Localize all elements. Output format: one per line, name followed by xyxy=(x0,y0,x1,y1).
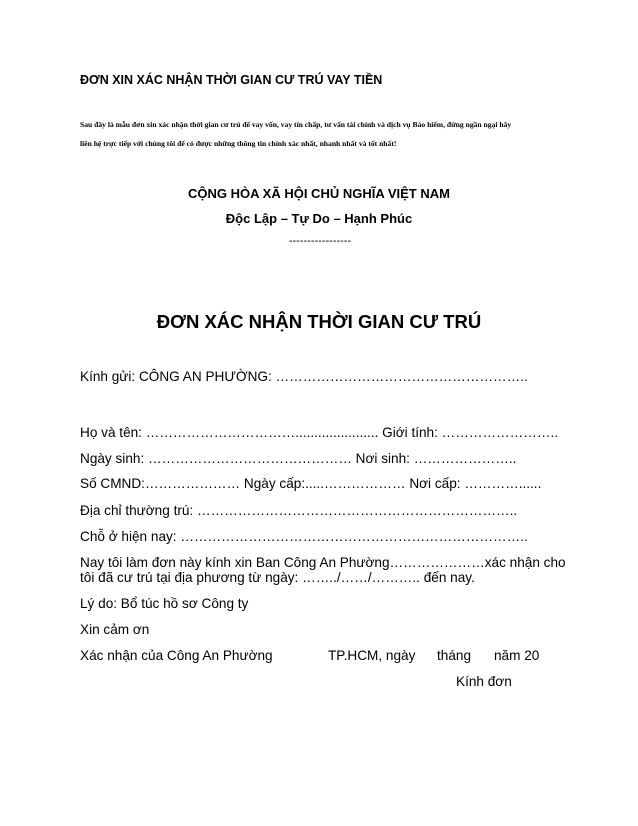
document-title: ĐƠN XIN XÁC NHẬN THỜI GIAN CƯ TRÚ VAY TIỀN xyxy=(80,73,383,87)
full-name-line: Họ và tên: ……………………………...................... Giới tính: …………………….. xyxy=(80,425,558,440)
request-line-2: tôi đã cư trú tại địa phương từ ngày: ……../……/……….. đến nay. xyxy=(80,570,475,585)
year-label: năm 20 xyxy=(494,648,540,663)
national-name: CỘNG HÒA XÃ HỘI CHỦ NGHĨA VIỆT NAM xyxy=(188,186,450,201)
intro-text-line-1: Sau đây là mẫu đơn xin xác nhận thời gian cư trú để vay vốn, vay tín chấp, tư vấn tài chính và dịch vụ Bảo hiểm, đừng ngần ngại hãy xyxy=(80,120,512,129)
applicant-signature-label: Kính đơn xyxy=(456,674,512,689)
form-title: ĐƠN XÁC NHẬN THỜI GIAN CƯ TRÚ xyxy=(156,311,482,332)
date-place-label: TP.HCM, ngày xyxy=(328,648,416,663)
permanent-address-line: Địa chỉ thường trú: …………………………………………………………….. xyxy=(80,503,518,518)
motto-divider: ----------------- xyxy=(288,235,352,247)
thanks-line: Xin cảm ơn xyxy=(80,622,150,637)
reason-line: Lý do: Bổ túc hồ sơ Công ty xyxy=(80,596,249,611)
current-residence-line: Chỗ ở hiện nay: ………………………………………………………………….. xyxy=(80,529,528,544)
month-label: tháng xyxy=(437,648,472,663)
ward-police-confirmation-label: Xác nhận của Công An Phường xyxy=(80,648,273,663)
national-motto: Độc Lập – Tự Do – Hạnh Phúc xyxy=(225,211,413,226)
intro-text-line-2: liên hệ trực tiếp với chúng tôi để có được những thông tin chính xác nhất, nhanh nhất và tốt nhất! xyxy=(80,139,397,148)
birth-date-line: Ngày sinh: ……………………………………… Nơi sinh: ………………….. xyxy=(80,451,517,466)
id-card-line: Số CMND:………………… Ngày cấp:.....……………… Nơi cấp: …………...... xyxy=(80,476,542,491)
recipient-line: Kính gửi: CÔNG AN PHƯỜNG: ……………………………………………….. xyxy=(80,369,528,384)
request-line-1: Nay tôi làm đơn này kính xin Ban Công An Phường…………………xác nhận cho xyxy=(80,555,566,570)
